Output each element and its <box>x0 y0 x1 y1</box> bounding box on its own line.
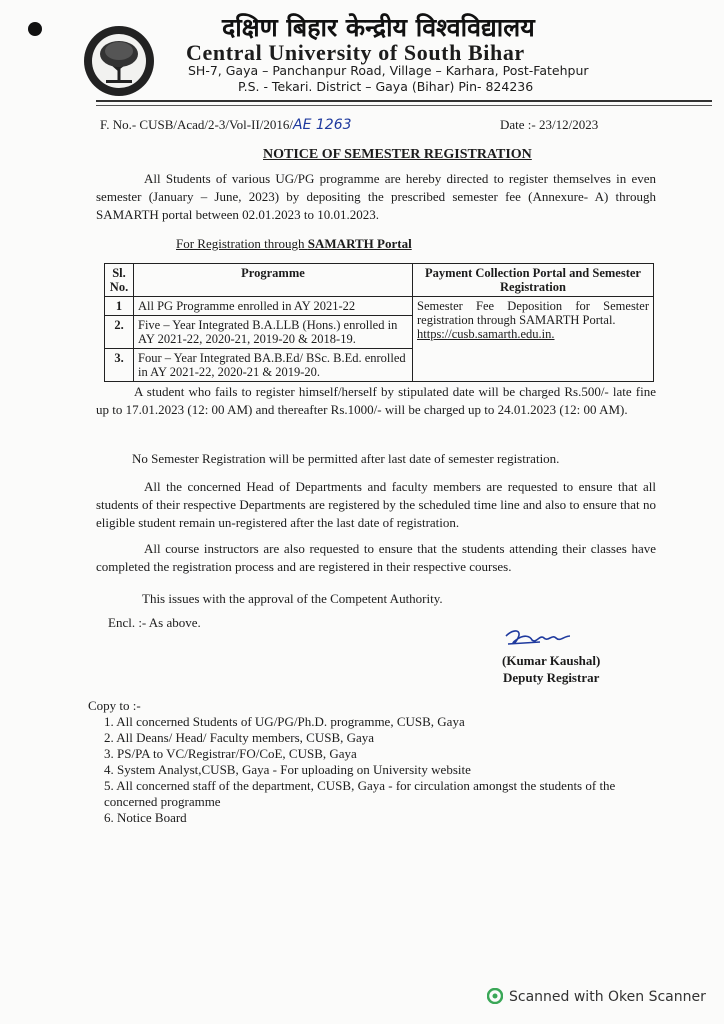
list-item: 3. PS/PA to VC/Registrar/FO/CoE, CUSB, Gaya <box>104 746 357 761</box>
signatory-designation: Deputy Registrar <box>502 670 600 685</box>
subheading-prefix: For Registration through <box>176 236 308 251</box>
list-item: 5. All concerned staff of the department, CUSB, Gaya - for circulation amongst the students of the concerned programme <box>104 778 616 809</box>
header-rule <box>96 100 712 102</box>
list-item: 4. System Analyst,CUSB, Gaya - For uploading on University website <box>104 762 471 777</box>
paragraph-registration: All Students of various UG/PG programme are hereby directed to register themselves in even semester (January – June, 2023) by depositing the prescribed semester fee (Annexure- A) through SAMARTH portal between 02.01.2023 to 10.01.2023. <box>96 171 656 222</box>
list-item: 2. All Deans/ Head/ Faculty members, CUSB, Gaya <box>104 730 375 745</box>
list-item: 6. Notice Board <box>104 810 187 825</box>
table-row <box>105 297 654 316</box>
row-programme: Five – Year Integrated B.A.LLB (Hons.) enrolled in AY 2021-22, 2020-21, 2019-20 & 2018-19. <box>134 316 413 349</box>
paragraph-late-fine: A student who fails to register himself/herself by stipulated date will be charged Rs.500/- late fine up to 17.01.2023 (12: 00 AM) and thereafter Rs.1000/- will be charged up to 24.01.2023 (12: 00 AM). <box>96 384 656 417</box>
row-programme: Four – Year Integrated BA.B.Ed/ BSc. B.Ed. enrolled in AY 2021-22, 2020-21 & 2019-20. <box>134 349 413 382</box>
row-sl: 2. <box>105 316 134 349</box>
copy-to-list <box>104 714 644 826</box>
paragraph-instructors: All course instructors are also requested to ensure that the students attending their classes have completed the registration process and are registered in their respective courses. <box>96 541 656 574</box>
handwritten-number: AE 1263 <box>293 117 352 133</box>
scanner-watermark <box>487 988 706 1005</box>
address-line-1: SH-7, Gaya – Panchanpur Road, Village – Karhara, Post-Fatehpur <box>188 63 589 78</box>
portal-cell <box>413 297 654 382</box>
university-logo <box>82 24 156 98</box>
table-header-row <box>105 264 654 297</box>
row-sl: 1 <box>105 297 134 316</box>
list-item: 1. All concerned Students of UG/PG/Ph.D. programme, CUSB, Gaya <box>104 714 465 729</box>
paragraph-heads: All the concerned Head of Departments and faculty members are requested to ensure that all students of their respective Departments are registered by the scheduled time line and also to ensure that no eligible student remain un-registered after the last date of registration. <box>96 479 656 530</box>
notice-title: NOTICE OF SEMESTER REGISTRATION <box>263 147 532 162</box>
notice-date: Date :- 23/12/2023 <box>500 117 599 132</box>
punch-hole-dot <box>28 22 42 36</box>
university-name-english: Central University of South Bihar <box>186 40 525 65</box>
enclosure: Encl. :- As above. <box>108 615 201 630</box>
file-number-text: F. No.- CUSB/Acad/2-3/Vol-II/2016/ <box>100 117 293 132</box>
portal-text: Semester Fee Deposition for Semester registration through SAMARTH Portal. <box>417 299 649 327</box>
paragraph-approval: This issues with the approval of the Competent Authority. <box>142 591 443 606</box>
row-sl: 3. <box>105 349 134 382</box>
row-programme: All PG Programme enrolled in AY 2021-22 <box>134 297 413 316</box>
university-name-hindi: दक्षिण बिहार केन्द्रीय विश्वविद्यालय <box>222 13 535 42</box>
header-rule-thin <box>96 105 712 106</box>
watermark-text: Scanned with Oken Scanner <box>509 989 706 1005</box>
signatory-block <box>502 652 600 686</box>
registration-subheading <box>176 236 412 252</box>
portal-link[interactable]: https://cusb.samarth.edu.in. <box>417 327 555 341</box>
subheading-portal: SAMARTH Portal <box>307 236 412 251</box>
header-sl-no: Sl. No. <box>105 264 134 297</box>
header-programme: Programme <box>134 264 413 297</box>
address-line-2: P.S. - Tekari. District – Gaya (Bihar) Pin- 824236 <box>238 79 534 94</box>
header-portal: Payment Collection Portal and Semester Registration <box>413 264 654 297</box>
registration-table <box>104 263 654 382</box>
scanner-logo-icon <box>487 988 503 1004</box>
copy-to-label: Copy to :- <box>88 698 141 713</box>
paragraph-no-registration: No Semester Registration will be permitted after last date of semester registration. <box>132 451 560 466</box>
signatory-name: (Kumar Kaushal) <box>502 653 601 668</box>
file-number <box>100 117 352 133</box>
